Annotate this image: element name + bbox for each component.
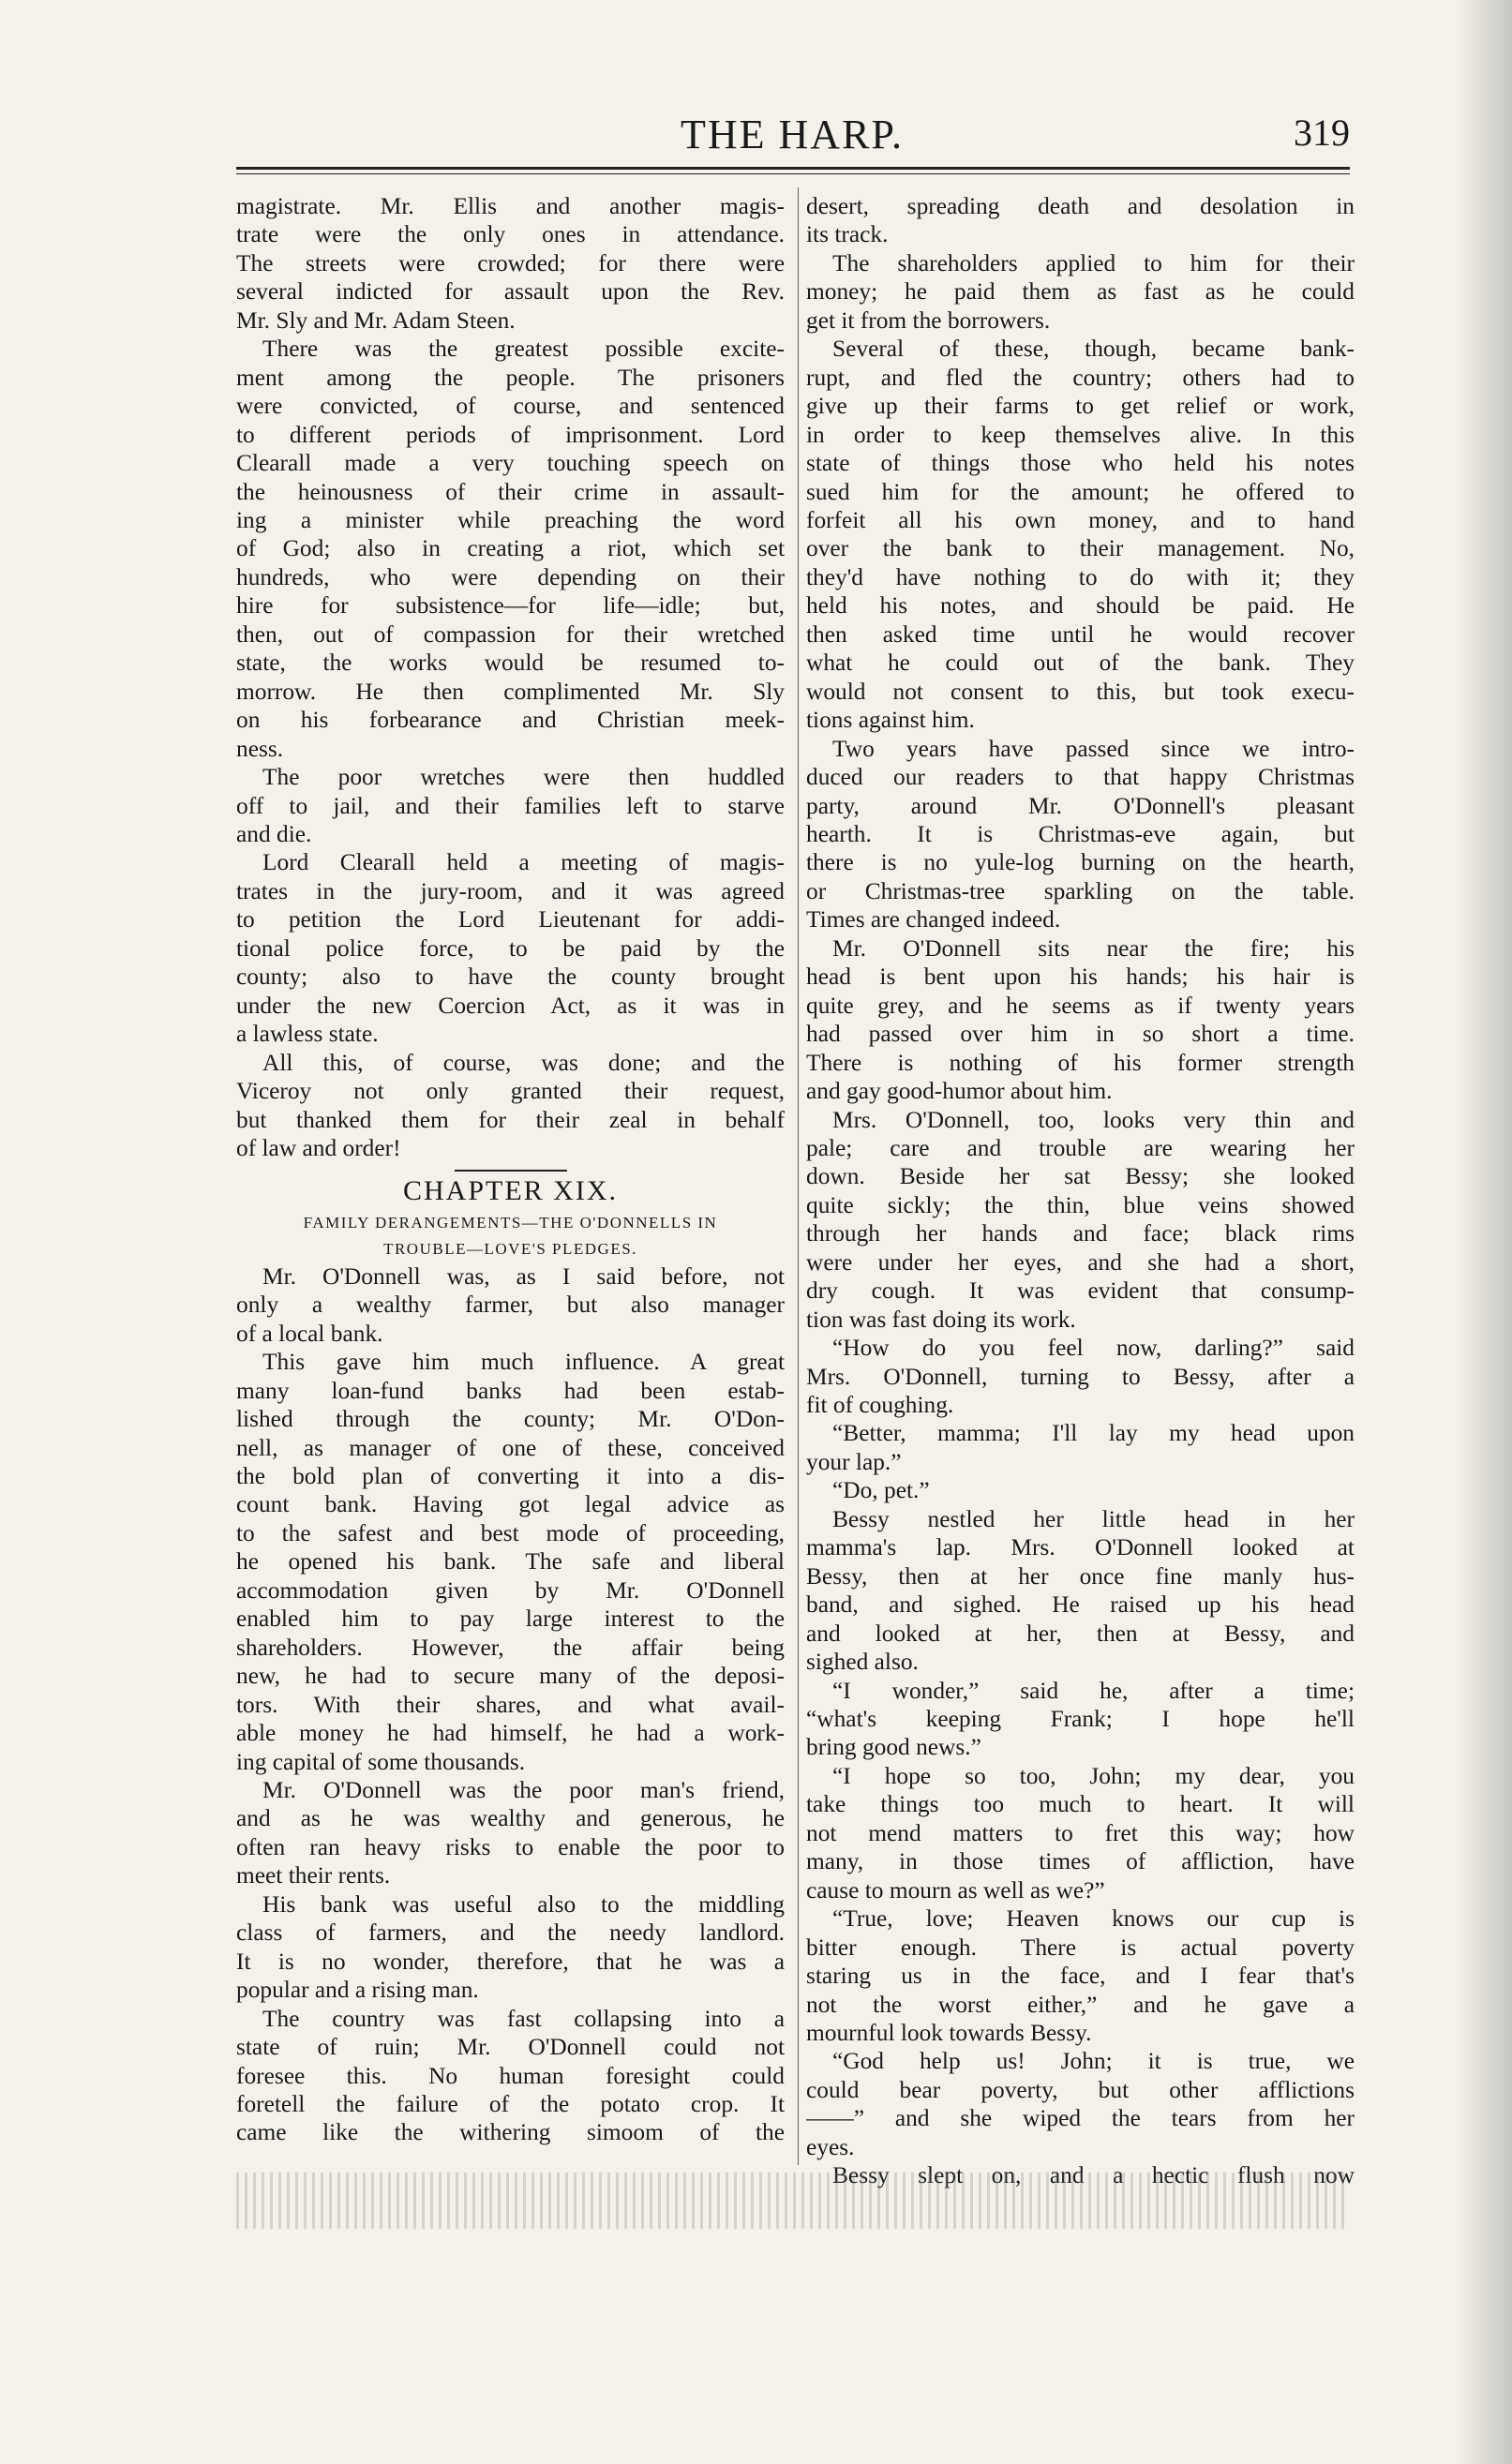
left-column-text	[236, 192, 785, 1162]
text-line: “How do you feel now, darling?” said	[832, 1335, 1355, 1362]
text-line: Two years have passed since we intro-	[832, 735, 1355, 762]
text-line: popular and a rising man.	[236, 1977, 479, 2004]
text-line: and looked at her, then at Bessy, and	[806, 1620, 1355, 1647]
text-line: on his forbearance and Christian meek-	[236, 707, 785, 734]
chapter-subtitle-line1: FAMILY DERANGEMENTS—THE O'DONNELLS IN	[303, 1213, 718, 1232]
text-line: desert, spreading death and desolation in	[806, 193, 1355, 219]
text-line: Mrs. O'Donnell, turning to Bessy, after a	[806, 1363, 1355, 1390]
text-line: bring good news.”	[806, 1734, 981, 1761]
text-line: cause to mourn as well as we?”	[806, 1876, 1105, 1904]
text-line: fit of coughing.	[806, 1392, 954, 1419]
text-line: “Better, mamma; I'll lay my head upon	[832, 1420, 1355, 1447]
page-title: THE HARP.	[680, 112, 905, 157]
text-line: and die.	[236, 820, 312, 847]
text-line: shareholders. However, the affair being	[236, 1634, 785, 1661]
text-line: many, in those times of affliction, have	[806, 1848, 1355, 1875]
text-line: eyes.	[806, 2133, 855, 2160]
header-rule	[236, 167, 1350, 174]
text-line: down. Beside her sat Bessy; she looked	[806, 1163, 1355, 1190]
text-line: give up their farms to get relief or work,	[806, 393, 1355, 420]
text-line: they'd have nothing to do with it; they	[806, 563, 1355, 590]
text-line: then asked time until he would recover	[806, 620, 1355, 648]
text-line: dry cough. It was evident that consump-	[806, 1277, 1355, 1305]
text-line: under the new Coercion Act, as it was in	[236, 992, 785, 1019]
text-line: bitter enough. There is actual poverty	[806, 1934, 1355, 1961]
text-line: accommodation given by Mr. O'Donnell	[236, 1576, 785, 1604]
text-line: not the worst either,” and he gave a	[806, 1991, 1355, 2018]
text-line: foretell the failure of the potato crop. It	[236, 2091, 785, 2117]
text-line: only a wealthy farmer, but also manager	[236, 1292, 785, 1319]
text-line: were under her eyes, and she had a short,	[806, 1248, 1355, 1276]
text-line: Bessy slept on, and a hectic flush now	[832, 2162, 1355, 2189]
text-line: hire for subsistence—for life—idle; but,	[236, 592, 785, 620]
text-line: Clearall made a very touching speech on	[236, 450, 785, 477]
text-line: quite grey, and he seems as if twenty years	[806, 992, 1355, 1019]
text-line: “True, love; Heaven knows our cup is	[832, 1905, 1355, 1933]
text-line: count bank. Having got legal advice as	[236, 1491, 785, 1518]
text-line: The country was fast collapsing into a	[262, 2005, 785, 2032]
text-line: rupt, and fled the country; others had to	[806, 364, 1355, 391]
text-line: staring us in the face, and I fear that's	[806, 1963, 1355, 1990]
text-line: many loan-fund banks had been estab-	[236, 1377, 785, 1404]
text-line: “God help us! John; it is true, we	[832, 2048, 1355, 2075]
page-number: 319	[1294, 112, 1350, 154]
text-line: pale; care and trouble are wearing her	[806, 1134, 1355, 1161]
text-line: held his notes, and should be paid. He	[806, 592, 1355, 620]
text-line: often ran heavy risks to enable the poor to	[236, 1833, 785, 1860]
text-line: tions against him.	[806, 707, 975, 734]
text-line: could bear poverty, but other afflictions	[806, 2076, 1355, 2103]
chapter-rule	[455, 1170, 567, 1172]
text-line: of God; also in creating a riot, which set	[236, 535, 785, 562]
text-line: of law and order!	[236, 1134, 401, 1161]
text-line: but thanked them for their zeal in behalf	[236, 1106, 785, 1133]
text-line: mamma's lap. Mrs. O'Donnell looked at	[806, 1534, 1355, 1561]
text-line: hundreds, who were depending on their	[236, 563, 785, 590]
text-line: Times are changed indeed.	[806, 906, 1061, 933]
right-column-text	[806, 192, 1355, 2190]
text-line: tional police force, to be paid by the	[236, 934, 785, 962]
text-line: not mend matters to fret this way; how	[806, 1819, 1355, 1846]
right-column	[806, 192, 1355, 2190]
text-line: and gay good-humor about him.	[806, 1078, 1113, 1105]
text-line: Mr. Sly and Mr. Adam Steen.	[236, 306, 516, 334]
text-line: several indicted for assault upon the Rev.	[236, 278, 785, 306]
text-line: then, out of compassion for their wretched	[236, 620, 785, 648]
text-line: ness.	[236, 735, 284, 762]
chapter-subtitle-line2: TROUBLE—LOVE'S PLEDGES.	[383, 1239, 637, 1258]
text-line: Mr. O'Donnell sits near the fire; his	[832, 934, 1355, 962]
text-line: to different periods of imprisonment. Lord	[236, 421, 785, 448]
text-line: Mr. O'Donnell was, as I said before, not	[262, 1262, 785, 1290]
text-line: state of things those who held his notes	[806, 450, 1355, 477]
page-edge-shadow	[1456, 0, 1512, 2464]
text-line: His bank was useful also to the middling	[262, 1890, 785, 1918]
text-line: band, and sighed. He raised up his head	[806, 1591, 1355, 1619]
text-line: state of ruin; Mr. O'Donnell could not	[236, 2034, 785, 2061]
running-head	[234, 111, 1350, 167]
text-line: sued him for the amount; he offered to	[806, 478, 1355, 505]
text-line: the heinousness of their crime in assault-	[236, 478, 785, 505]
text-line: mournful look towards Bessy.	[806, 2020, 1092, 2046]
text-line: “what's keeping Frank; I hope he'll	[806, 1706, 1355, 1733]
text-line: to petition the Lord Lieutenant for addi-	[236, 906, 785, 933]
text-line: able money he had himself, he had a work-	[236, 1720, 785, 1747]
text-line: foresee this. No human foresight could	[236, 2062, 785, 2089]
text-line: or Christmas-tree sparkling on the table.	[806, 877, 1355, 904]
text-line: new, he had to secure many of the deposi-	[236, 1663, 785, 1690]
text-line: Bessy, then at her once fine manly hus-	[806, 1562, 1355, 1590]
text-line: trate were the only ones in attendance.	[236, 221, 785, 248]
text-line: county; also to have the county brought	[236, 963, 785, 991]
text-line: morrow. He then complimented Mr. Sly	[236, 678, 785, 705]
text-line: lished through the county; Mr. O'Don-	[236, 1406, 785, 1433]
text-line: take things too much to heart. It will	[806, 1791, 1355, 1818]
text-line: ing capital of some thousands.	[236, 1748, 526, 1775]
text-line: tion was fast doing its work.	[806, 1306, 1076, 1333]
text-line: state, the works would be resumed to-	[236, 650, 785, 677]
bleed-through-smudge	[236, 2173, 1350, 2229]
left-column-text-after	[236, 1262, 785, 2147]
text-line: “I wonder,” said he, after a time;	[832, 1677, 1355, 1704]
text-line: its track.	[806, 221, 889, 248]
text-line: tors. With their shares, and what avail-	[236, 1691, 785, 1718]
text-line: “I hope so too, John; my dear, you	[832, 1762, 1355, 1789]
chapter-heading: CHAPTER XIX.	[402, 1175, 618, 1207]
text-line: money; he paid them as fast as he could	[806, 278, 1355, 306]
text-line: The poor wretches were then huddled	[262, 764, 785, 791]
text-line: through her hands and face; black rims	[806, 1220, 1355, 1247]
text-line: This gave him much influence. A great	[262, 1349, 785, 1376]
text-line: off to jail, and their families left to starve	[236, 792, 785, 819]
text-line: quite sickly; the thin, blue veins showed	[806, 1191, 1355, 1218]
text-line: he opened his bank. The safe and liberal	[236, 1548, 785, 1575]
text-line: The shareholders applied to him for their	[832, 249, 1355, 276]
text-line: forfeit all his own money, and to hand	[806, 506, 1355, 533]
text-line: Several of these, though, became bank-	[832, 336, 1355, 363]
text-line: party, around Mr. O'Donnell's pleasant	[806, 792, 1355, 819]
text-line: and as he was wealthy and generous, he	[236, 1805, 785, 1832]
text-line: nell, as manager of one of these, conceived	[236, 1434, 785, 1461]
text-line: All this, of course, was done; and the	[262, 1049, 785, 1076]
text-line: to the safest and best mode of proceeding,	[236, 1519, 785, 1546]
text-line: had passed over him in so short a time.	[806, 1021, 1355, 1048]
text-line: ——” and she wiped the tears from her	[806, 2105, 1355, 2132]
text-line: Viceroy not only granted their request,	[236, 1078, 785, 1105]
text-line: get it from the borrowers.	[806, 306, 1051, 334]
text-line: There is nothing of his former strength	[806, 1049, 1355, 1076]
text-line: what he could out of the bank. They	[806, 650, 1355, 677]
text-line: enabled him to pay large interest to the	[236, 1605, 785, 1633]
text-line: sighed also.	[806, 1649, 919, 1676]
left-column	[236, 192, 785, 2147]
text-line: Mrs. O'Donnell, too, looks very thin and	[832, 1106, 1355, 1133]
text-line: Lord Clearall held a meeting of magis-	[262, 849, 785, 876]
text-line: head is bent upon his hands; his hair is	[806, 963, 1355, 991]
text-line: of a local bank.	[236, 1320, 383, 1347]
text-line: The streets were crowded; for there were	[236, 249, 785, 276]
text-line: a lawless state.	[236, 1021, 379, 1048]
text-line: came like the withering simoom of the	[236, 2119, 785, 2146]
text-line: “Do, pet.”	[832, 1477, 930, 1504]
text-line: were convicted, of course, and sentenced	[236, 393, 785, 420]
text-line: duced our readers to that happy Christmas	[806, 764, 1355, 791]
text-line: ing a minister while preaching the word	[236, 506, 785, 533]
text-line: would not consent to this, but took execu-	[806, 678, 1355, 705]
text-line: magistrate. Mr. Ellis and another magis-	[236, 193, 785, 219]
text-line: over the bank to their management. No,	[806, 535, 1355, 562]
column-divider	[798, 187, 799, 2165]
text-line: there is no yule-log burning on the hearth,	[806, 849, 1355, 876]
text-line: meet their rents.	[236, 1862, 391, 1889]
text-line: There was the greatest possible excite-	[262, 336, 785, 363]
text-line: class of farmers, and the needy landlord.	[236, 1919, 785, 1947]
text-line: Bessy nestled her little head in her	[832, 1505, 1355, 1532]
text-line: trates in the jury-room, and it was agreed	[236, 877, 785, 904]
text-line: Mr. O'Donnell was the poor man's friend,	[262, 1777, 785, 1804]
text-line: It is no wonder, therefore, that he was a	[236, 1948, 785, 1975]
text-line: your lap.”	[806, 1448, 902, 1475]
text-line: the bold plan of converting it into a dis-	[236, 1463, 785, 1490]
text-line: ment among the people. The prisoners	[236, 364, 785, 391]
text-line: hearth. It is Christmas-eve again, but	[806, 820, 1355, 847]
text-line: in order to keep themselves alive. In this	[806, 421, 1355, 448]
